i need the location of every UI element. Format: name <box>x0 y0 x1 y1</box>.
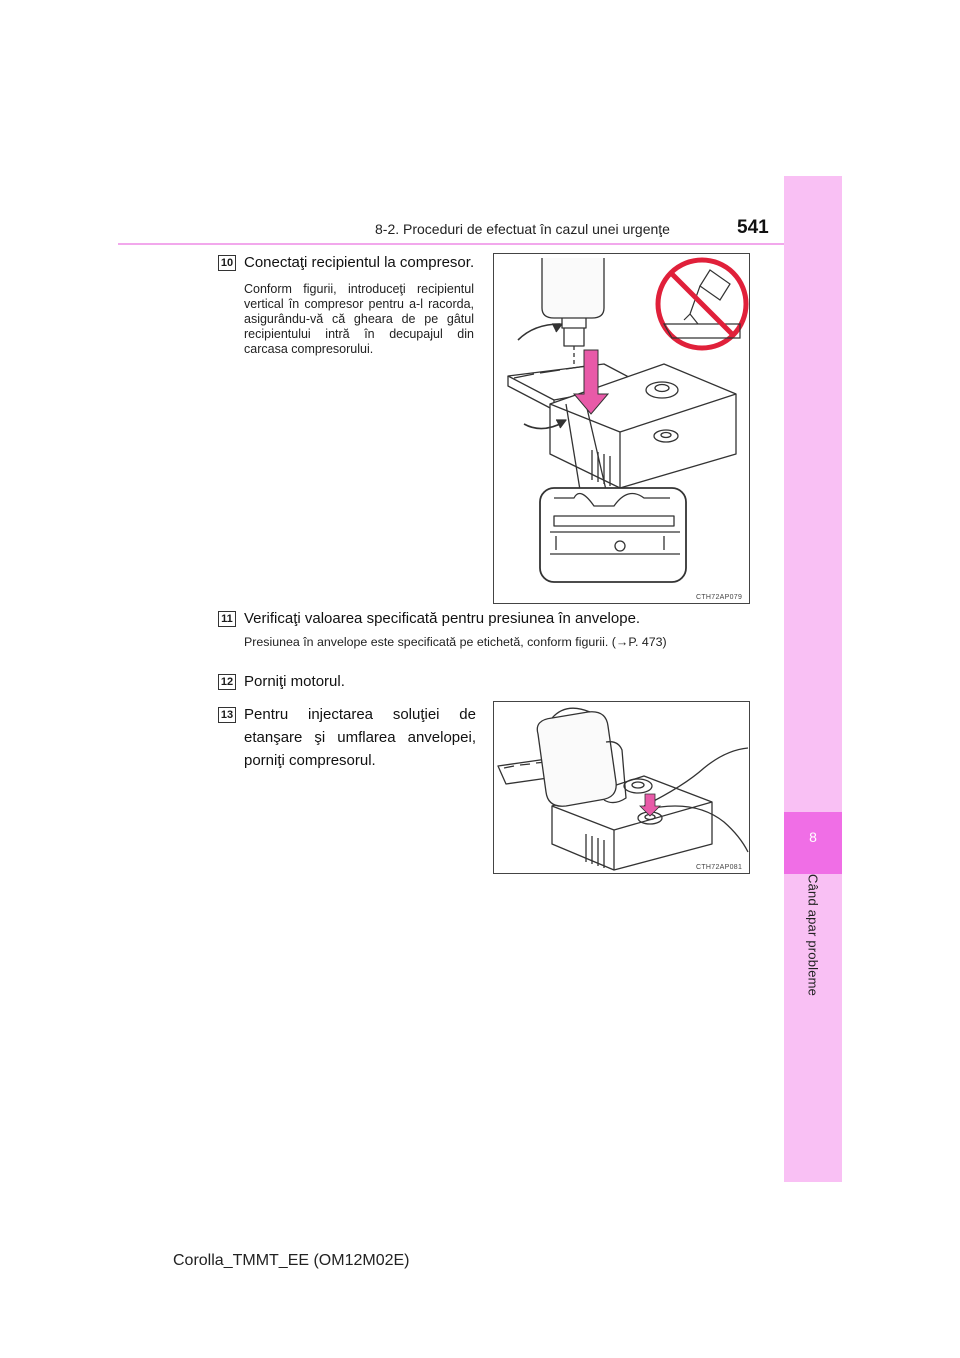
step-number-13: 13 <box>218 707 236 723</box>
figure-start-compressor <box>493 701 750 874</box>
document-id: Corolla_TMMT_EE (OM12M02E) <box>173 1252 410 1269</box>
step-11-title: Verificaţi valoarea specificată pentru presiunea în anvelope. <box>244 610 641 627</box>
connect-bottle-illustration <box>494 254 749 603</box>
chapter-side-tab <box>784 176 842 1182</box>
step-10-title: Conectaţi recipientul la compresor. <box>244 254 475 271</box>
step-10-body: Conform figurii, introduceţi recipientul vertical în compresor pentru a-l racorda, asigurându-vă că gheara de pe gâtul recipientului intră în decupajul din carcasa compresorului. <box>244 282 474 356</box>
chapter-title <box>798 850 828 1020</box>
section-title: 8-2. Proceduri de efectuat în cazul unei urgenţe <box>375 221 670 237</box>
step-11-body: Presiunea în anvelope este specificată pe etichetă, conform figurii. (→P. 473) <box>244 635 667 649</box>
step-number-11: 11 <box>218 611 236 627</box>
chapter-title-text: Când apar probleme <box>805 873 821 997</box>
chapter-number: 8 <box>809 829 817 845</box>
figure-code-079: CTH72AP079 <box>696 594 743 601</box>
start-compressor-illustration <box>494 702 749 873</box>
step-number-10: 10 <box>218 255 236 271</box>
step-12-title: Porniţi motorul. <box>244 673 345 690</box>
figure-connect-bottle <box>493 253 750 604</box>
step-number-12: 12 <box>218 674 236 690</box>
step-13-title: Pentru injectarea soluţiei de etanşare şi umflarea anvelopei, porniţi compresorul. <box>244 706 476 769</box>
figure-code-081: CTH72AP081 <box>696 864 743 871</box>
header-divider <box>118 243 784 245</box>
page-number: 541 <box>737 217 769 238</box>
